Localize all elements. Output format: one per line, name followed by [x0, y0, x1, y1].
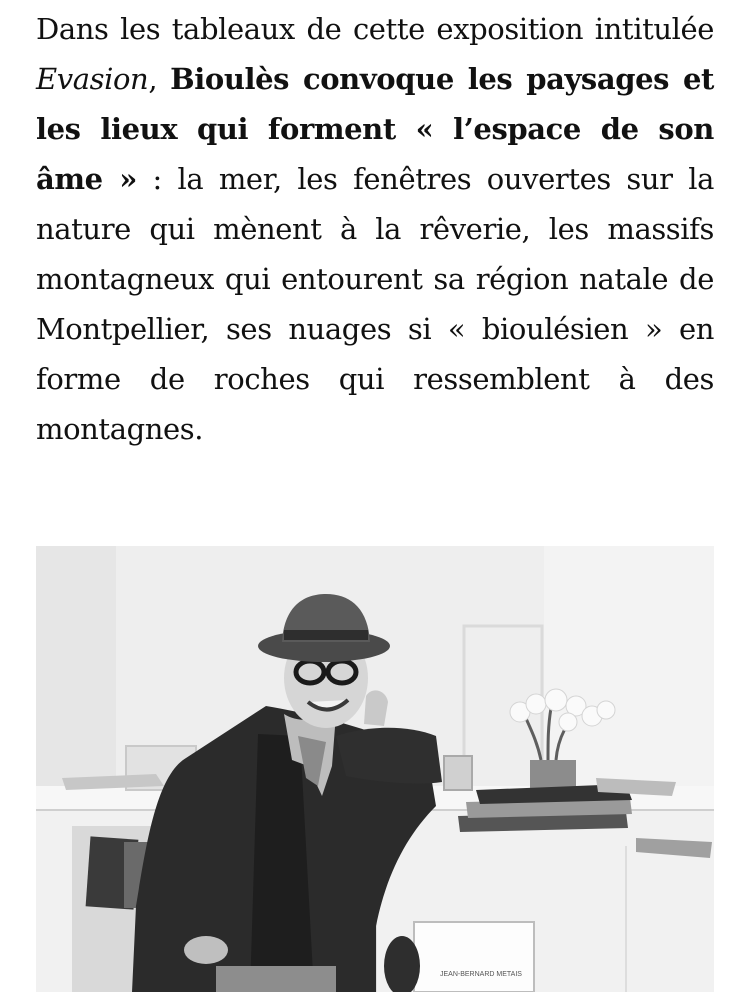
- paragraph-highlight: Bioulès convoque les paysages et les lieux qui forment « l’espace de son âme »: [36, 62, 714, 196]
- artist-photo: [36, 546, 714, 992]
- exhibition-title: Evasion: [36, 62, 149, 96]
- paragraph-rest: : la mer, les fenêtres ouvertes sur la nature qui mènent à la rêverie, les massifs montagneux qui entourent sa région natale de Montpellier, ses nuages si « bioulésien » en forme de roches qui ressemblent à des montagnes.: [36, 162, 714, 446]
- paragraph-intro: Dans les tableaux de cette exposition intitulée: [36, 12, 714, 46]
- paragraph-comma: ,: [148, 62, 171, 96]
- article-paragraph: [36, 4, 714, 454]
- book-cover-text: JEAN-BERNARD METAIS: [440, 971, 522, 978]
